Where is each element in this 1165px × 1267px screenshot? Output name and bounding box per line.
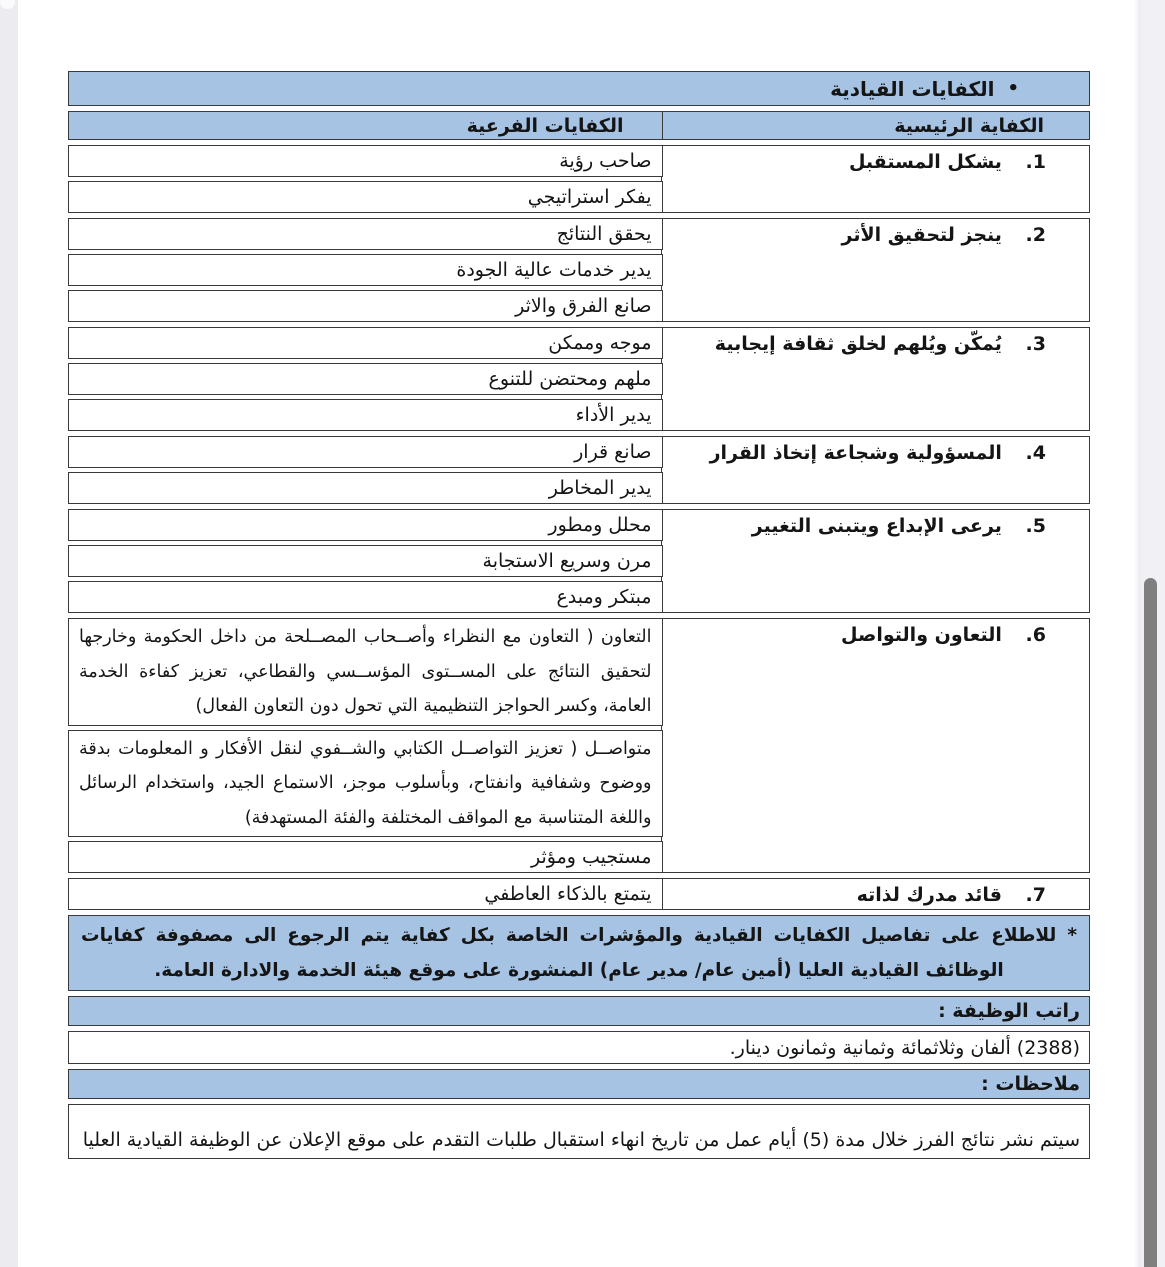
main-competency-cell	[661, 436, 1090, 504]
sub-competency-cell: مرن وسريع الاستجابة	[68, 545, 663, 577]
sub-competency-stack	[68, 145, 663, 213]
competency-number: 3.	[1025, 333, 1046, 355]
competency-group-row	[68, 509, 1090, 613]
competency-group-row	[68, 218, 1090, 322]
competency-group-row	[68, 436, 1090, 504]
competency-number: 2.	[1025, 224, 1046, 246]
competency-group-row	[68, 327, 1090, 431]
main-competency-label: يُمكّن ويُلهم لخلق ثقافة إيجابية	[714, 333, 1002, 355]
competency-group-row	[68, 878, 1090, 910]
main-competency-header: الكفاية الرئيسية	[661, 111, 1090, 140]
table-title: الكفايات القيادية	[830, 76, 995, 101]
sub-competency-stack	[68, 218, 663, 322]
notes-label-row: ملاحظات :	[68, 1069, 1090, 1099]
sub-competency-cell: ملهم ومحتضن للتنوع	[68, 363, 663, 395]
sub-competency-cell: يدير خدمات عالية الجودة	[68, 254, 663, 286]
main-competency-label: يشكل المستقبل	[848, 151, 1002, 173]
sub-competency-stack	[68, 436, 663, 504]
competency-number: 7.	[1025, 884, 1046, 906]
salary-value-row: (2388) ألفان وثلاثمائة وثمانية وثمانون دينار.	[68, 1031, 1090, 1064]
main-competency-cell	[661, 218, 1090, 322]
scrollbar-thumb[interactable]	[1144, 578, 1157, 1267]
sub-competency-cell: يدير الأداء	[68, 399, 663, 431]
competency-number: 1.	[1025, 151, 1046, 173]
main-competency-label: المسؤولية وشجاعة إتخاذ القرار	[709, 442, 1002, 464]
viewer-left-margin	[0, 0, 18, 1267]
competency-group-row	[68, 618, 1090, 873]
main-competency-cell	[661, 618, 1090, 873]
table-header-row	[68, 111, 1090, 140]
main-competency-cell	[661, 878, 1090, 910]
main-competency-cell	[661, 327, 1090, 431]
sub-competency-cell: صانع الفرق والاثر	[68, 290, 663, 322]
main-competency-cell	[661, 145, 1090, 213]
competency-number: 6.	[1025, 624, 1046, 646]
sub-competency-stack	[68, 327, 663, 431]
main-competency-label: ينجز لتحقيق الأثر	[841, 224, 1002, 246]
sub-competency-cell: التعاون ( التعاون مع النظراء وأصــحاب المصــلحة من داخل الحكومة وخارجها لتحقيق النتائج على المســتوى المؤســسي والقطاعي، تعزيز كفاءة الخدمة العامة، وكسر الحواجز التنظيمية التي تحول دون التعاون الفعال)	[68, 618, 663, 726]
footnote-row: * للاطلاع على تفاصيل الكفايات القيادية والمؤشرات الخاصة بكل كفاية يتم الرجوع الى مصفوفة كفايات الوظائف القيادية العليا (أمين عام/ مدير عام) المنشورة على موقع هيئة الخدمة والادارة العامة.	[68, 915, 1090, 991]
sub-competency-cell: يتمتع بالذكاء العاطفي	[68, 878, 663, 910]
sub-competency-cell: يدير المخاطر	[68, 472, 663, 504]
sub-competency-stack	[68, 509, 663, 613]
sub-competency-stack	[68, 618, 663, 873]
sub-competency-cell: موجه وممكن	[68, 327, 663, 359]
sub-competency-stack	[68, 878, 663, 910]
main-competency-label: يرعى الإبداع ويتبنى التغيير	[751, 515, 1002, 537]
sub-competency-cell: مبتكر ومبدع	[68, 581, 663, 613]
sub-competency-cell: صانع قرار	[68, 436, 663, 468]
bullet-icon: •	[1007, 78, 1019, 99]
main-competency-label: قائد مدرك لذاته	[856, 884, 1002, 906]
sub-competency-cell: صاحب رؤية	[68, 145, 663, 177]
sub-competency-cell: متواصــل ( تعزيز التواصــل الكتابي والشــفوي لنقل الأفكار و المعلومات بدقة ووضوح وشفافية وانفتاح، وبأسلوب موجز، الاستماع الجيد، واستخدام الرسائل واللغة المتناسبة مع المواقف المختلفة والفئة المستهدفة)	[68, 730, 663, 838]
main-competency-cell	[661, 509, 1090, 613]
sub-competency-cell: محلل ومطور	[68, 509, 663, 541]
salary-label-row: راتب الوظيفة :	[68, 996, 1090, 1026]
notes-value-row: سيتم نشر نتائج الفرز خلال مدة (5) أيام عمل من تاريخ انهاء استقبال طلبات التقدم على موقع الإعلان عن الوظيفة القيادية العليا	[68, 1104, 1090, 1159]
competency-number: 5.	[1025, 515, 1046, 537]
main-competency-label: التعاون والتواصل	[841, 624, 1002, 646]
competency-group-row	[68, 145, 1090, 213]
table-title-row	[68, 71, 1090, 106]
sub-competency-header: الكفايات الفرعية	[68, 111, 663, 140]
competencies-table	[68, 71, 1090, 1159]
competency-number: 4.	[1025, 442, 1046, 464]
sub-competency-cell: يفكر استراتيجي	[68, 181, 663, 213]
sub-competency-cell: مستجيب ومؤثر	[68, 841, 663, 873]
sub-competency-cell: يحقق النتائج	[68, 218, 663, 250]
